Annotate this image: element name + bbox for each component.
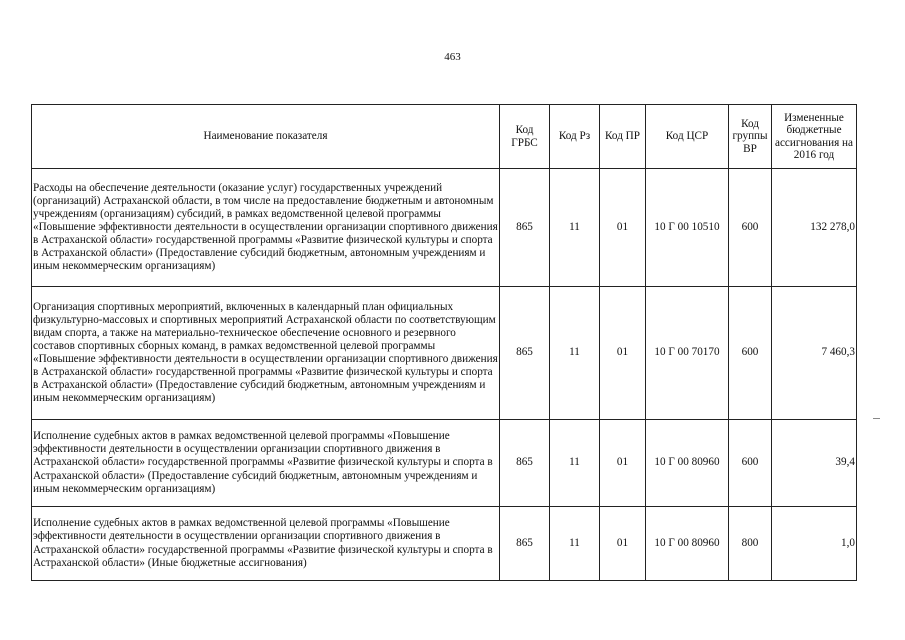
header-pr: Код ПР: [600, 105, 646, 169]
row-grbs: 865: [500, 287, 550, 420]
row-amount: 1,0: [772, 507, 857, 581]
row-vr: 600: [729, 169, 772, 287]
row-grbs: 865: [500, 507, 550, 581]
row-pr: 01: [600, 287, 646, 420]
header-name: Наименование показателя: [32, 105, 500, 169]
margin-dash: [873, 418, 880, 419]
header-rz: Код Рз: [550, 105, 600, 169]
row-name: Исполнение судебных актов в рамках ведомственной целевой программы «Повышение эффективности деятельности в осуществлении организации спортивного движения в Астраханской области» государственной программы «Развитие физической культуры и спорта в Астраханской области» (Предоставление субсидий бюджетным, автономным учреждениям и иным некоммерческим организациям): [32, 420, 500, 507]
row-rz: 11: [550, 507, 600, 581]
table-row: [32, 169, 857, 287]
table-row: [32, 287, 857, 420]
row-rz: 11: [550, 287, 600, 420]
row-rz: 11: [550, 420, 600, 507]
header-csr: Код ЦСР: [646, 105, 729, 169]
row-vr: 800: [729, 507, 772, 581]
table-header-row: [32, 105, 857, 169]
row-csr: 10 Г 00 80960: [646, 507, 729, 581]
header-amount: Измененные бюджетные ассигнования на 2016 год: [772, 105, 857, 169]
budget-table: [31, 104, 857, 581]
table-row: [32, 507, 857, 581]
table-row: [32, 420, 857, 507]
page-number: 463: [444, 51, 461, 63]
row-pr: 01: [600, 420, 646, 507]
row-csr: 10 Г 00 80960: [646, 420, 729, 507]
row-grbs: 865: [500, 420, 550, 507]
row-pr: 01: [600, 507, 646, 581]
row-amount: 7 460,3: [772, 287, 857, 420]
row-name: Расходы на обеспечение деятельности (оказание услуг) государственных учреждений (организаций) Астраханской области, в том числе на предоставление бюджетным и автономным учреждениям (организациям) субсидий, в рамках ведомственной целевой программы «Повышение эффективности деятельности в осуществлении организации спортивного движения в Астраханской области» государственной программы «Развитие физической культуры и спорта в Астраханской области» (Предоставление субсидий бюджетным, автономным учреждениям и иным некоммерческим организациям): [32, 169, 500, 287]
row-vr: 600: [729, 287, 772, 420]
row-rz: 11: [550, 169, 600, 287]
row-amount: 132 278,0: [772, 169, 857, 287]
row-name: Исполнение судебных актов в рамках ведомственной целевой программы «Повышение эффективности деятельности в осуществлении организации спортивного движения в Астраханской области» государственной программы «Развитие физической культуры и спорта в Астраханской области» (Иные бюджетные ассигнования): [32, 507, 500, 581]
header-vr: Код группы ВР: [729, 105, 772, 169]
row-amount: 39,4: [772, 420, 857, 507]
row-vr: 600: [729, 420, 772, 507]
row-csr: 10 Г 00 10510: [646, 169, 729, 287]
row-name: Организация спортивных мероприятий, включенных в календарный план официальных физкультурно-массовых и спортивных мероприятий Астраханской области по соответствующим видам спорта, а также на материально-техническое обеспечение основного и резервного составов спортивных сборных команд, в рамках ведомственной целевой программы «Повышение эффективности деятельности в осуществлении организации спортивного движения в Астраханской области» государственной программы «Развитие физической культуры и спорта в Астраханской области» (Предоставление субсидий бюджетным, автономным учреждениям и иным некоммерческим организациям): [32, 287, 500, 420]
row-grbs: 865: [500, 169, 550, 287]
row-pr: 01: [600, 169, 646, 287]
row-csr: 10 Г 00 70170: [646, 287, 729, 420]
header-grbs: Код ГРБС: [500, 105, 550, 169]
